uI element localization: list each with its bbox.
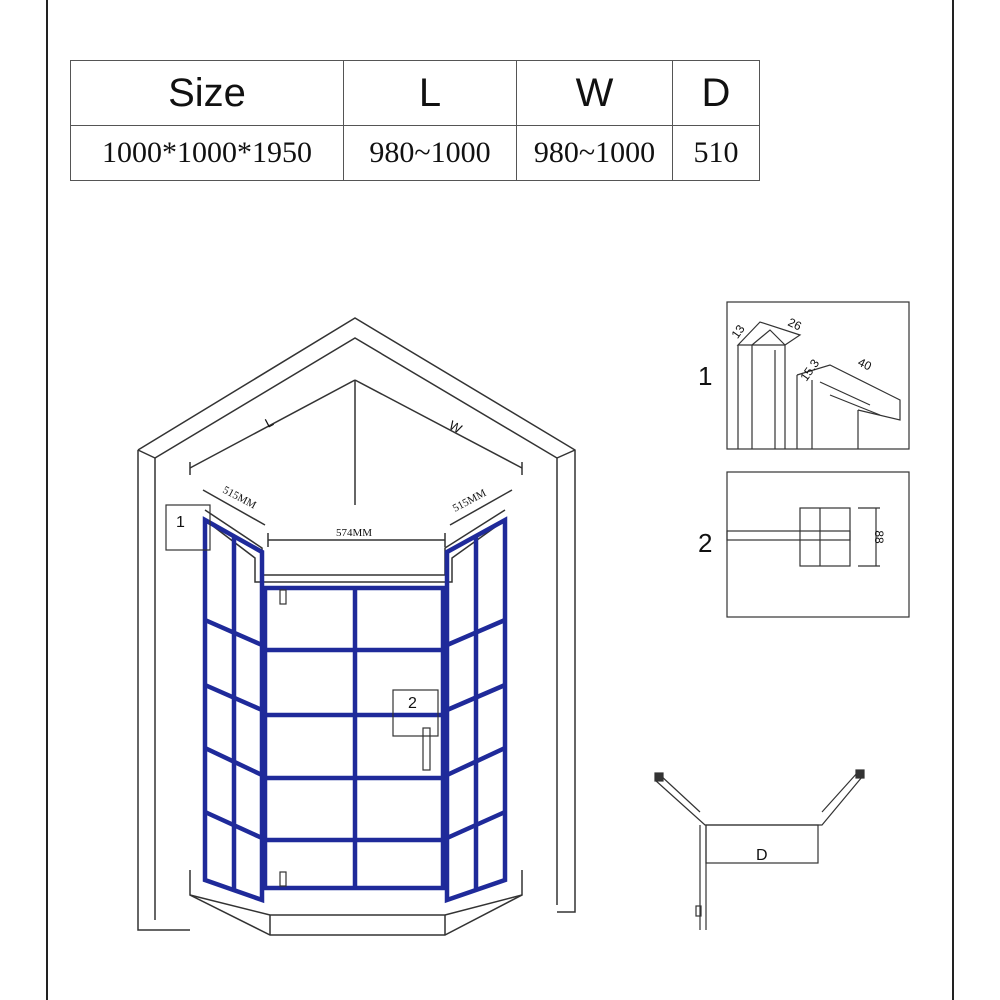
detail-1-clip: [820, 382, 880, 415]
label-w: W: [446, 417, 465, 437]
plan-corner-right: [856, 770, 864, 778]
plan-wall-edges: [660, 772, 858, 812]
door-handle: [423, 728, 430, 770]
value-size: 1000*1000*1950: [71, 126, 344, 181]
detail-1-dim-13: 13: [728, 322, 748, 342]
plan-label-d: D: [756, 847, 768, 864]
glass-frame-grid: [205, 520, 505, 900]
value-l: 980~1000: [344, 126, 517, 181]
detail-2: [727, 472, 909, 617]
detail-1: [727, 302, 909, 449]
plan-outline-top: [655, 777, 862, 825]
detail-2-box: [727, 472, 909, 617]
detail-1-profile-channel: [752, 330, 785, 345]
plan-corner-left: [655, 773, 663, 781]
label-left-panel: 515MM: [220, 484, 259, 512]
shower-tray-edge: [190, 895, 522, 915]
header-w: W: [517, 61, 673, 126]
header-l: L: [344, 61, 517, 126]
detail-2-knob-block: [800, 508, 850, 566]
detail-2-label: 2: [698, 528, 713, 558]
detail-1-wall-profile: [738, 345, 785, 449]
detail-1-panel-edge: [797, 375, 812, 449]
detail-1-label: 1: [698, 361, 713, 391]
callout-label-2: 2: [408, 695, 417, 712]
hinge-bottom: [280, 872, 286, 886]
value-w: 980~1000: [517, 126, 673, 181]
header-size: Size: [71, 61, 344, 126]
hinge-top: [280, 590, 286, 604]
label-l: L: [262, 414, 276, 431]
detail-1-dim-15-3: 15.3: [797, 356, 823, 384]
header-d: D: [673, 61, 760, 126]
detail-2-bar: [727, 531, 850, 540]
label-door-width: 574MM: [336, 527, 373, 539]
callout-label-1: 1: [176, 514, 185, 531]
detail-2-dim-88: 88: [872, 530, 886, 544]
wall-edges: [138, 450, 575, 458]
dim-line-w: [355, 380, 522, 468]
label-right-panel: 515MM: [450, 487, 489, 515]
detail-1-box: [727, 302, 909, 449]
detail-1-dim-40: 40: [855, 355, 874, 374]
detail-1-dim-26: 26: [785, 315, 804, 334]
value-d: 510: [673, 126, 760, 181]
